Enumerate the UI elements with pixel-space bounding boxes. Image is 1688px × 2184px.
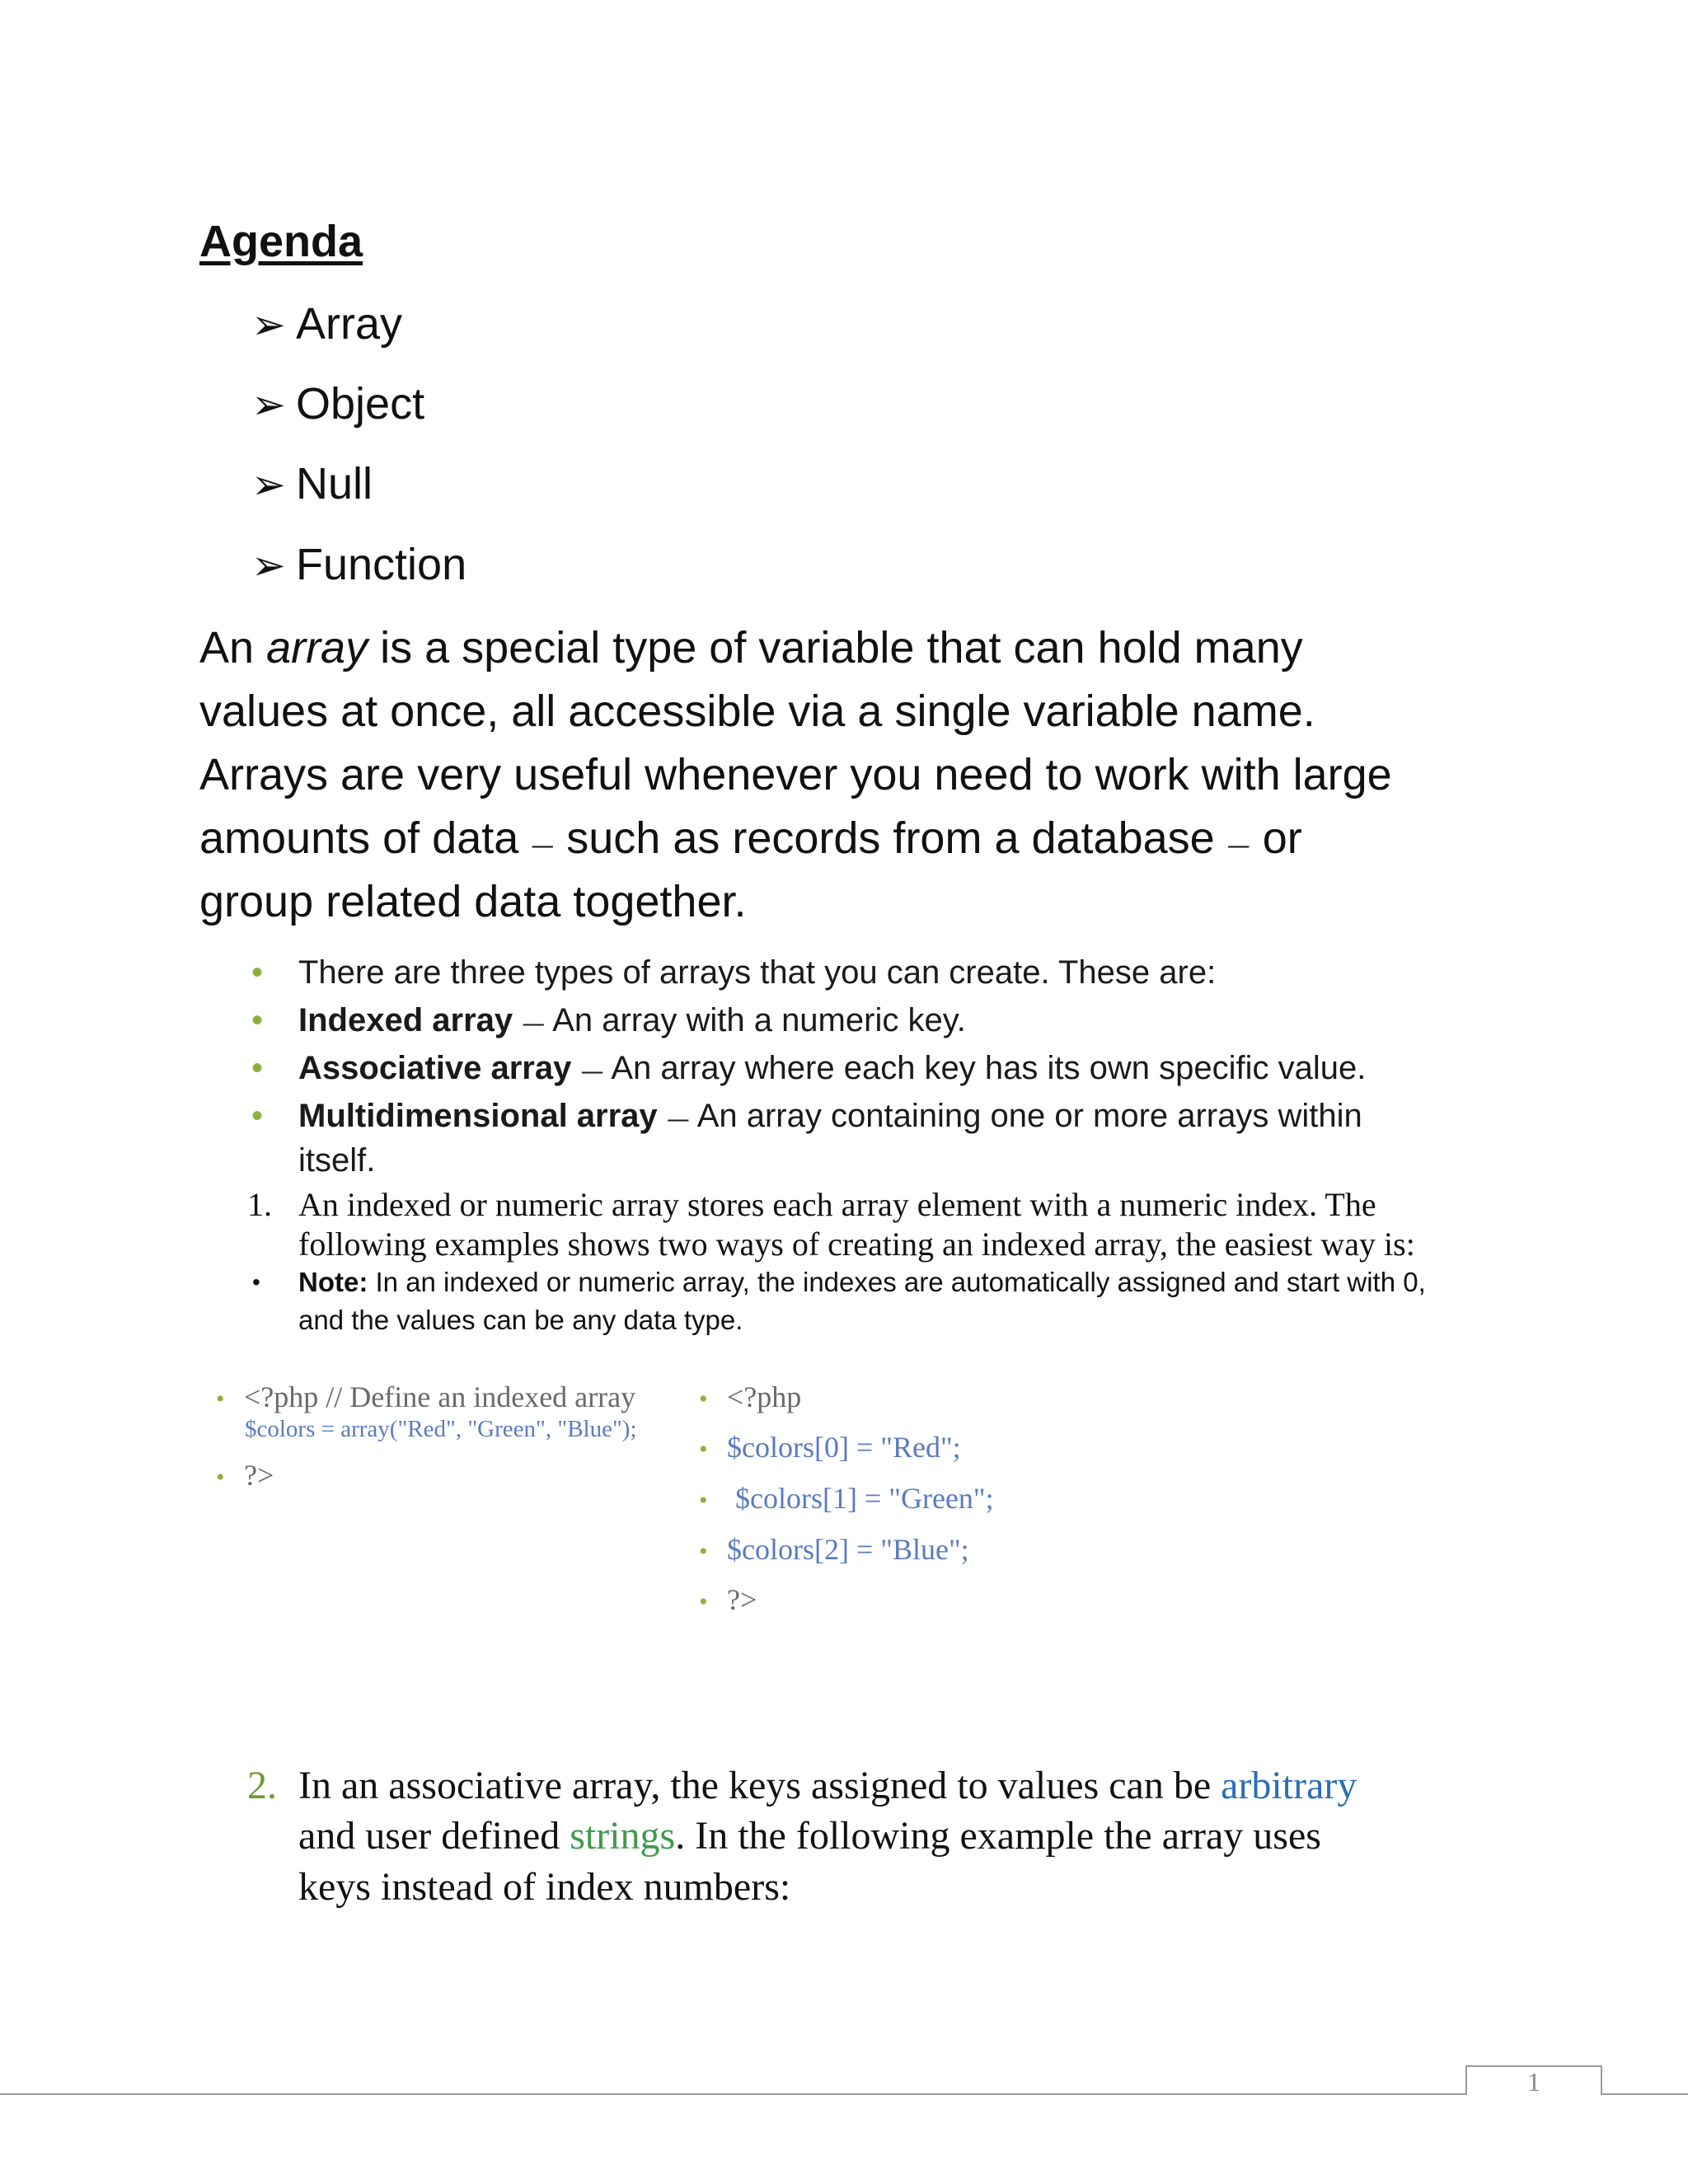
code-line: • $colors[2] = "Blue";: [699, 1530, 969, 1569]
code-line: • ?>: [216, 1455, 274, 1495]
agenda-item-null: ➢ Null: [251, 455, 373, 513]
footer-rule: [0, 2093, 1688, 2095]
arrow-bullet-icon: ➢: [251, 541, 286, 589]
list-item: • Associative array — An array where each key has its own specific value.: [298, 1047, 1366, 1090]
code-line: • $colors[0] = "Red";: [699, 1427, 961, 1467]
code-line: $colors = array("Red", "Green", "Blue");: [245, 1416, 637, 1442]
list-item-continuation: itself.: [298, 1142, 376, 1179]
bullet-dot-icon: •: [216, 1385, 225, 1413]
intro-paragraph-line: values at once, all accessible via a single variable name.: [199, 687, 1315, 736]
note-line: and the values can be any data type.: [298, 1305, 743, 1335]
bullet-dot-icon: •: [699, 1385, 708, 1413]
bullet-dot-icon: •: [252, 1269, 260, 1295]
intro-paragraph-line: amounts of data — such as records from a database — or: [199, 813, 1302, 863]
intro-paragraph-line: An array is a special type of variable that can hold many: [199, 623, 1303, 673]
list-item: • There are three types of arrays that you can create. These are:: [298, 951, 1216, 994]
bullet-dot-icon: •: [699, 1588, 708, 1615]
code-line: • ?>: [699, 1580, 757, 1619]
page-number: 1: [1527, 2067, 1540, 2097]
bullet-dot-icon: •: [216, 1464, 225, 1491]
bullet-dot-icon: •: [699, 1487, 708, 1514]
agenda-item-array: ➢ Array: [251, 295, 402, 353]
arrow-bullet-icon: ➢: [251, 381, 286, 429]
numbered-paragraph-line: 1. An indexed or numeric array stores each array element with a numeric index. The: [247, 1186, 1376, 1223]
numbered-paragraph-line: following examples shows two ways of creating an indexed array, the easiest way is:: [298, 1226, 1415, 1263]
agenda-title: Agenda: [199, 217, 363, 266]
code-line: • $colors[1] = "Green";: [699, 1479, 994, 1518]
code-line: • <?php: [699, 1377, 801, 1417]
numbered-paragraph-line: and user defined strings. In the following example the array uses: [298, 1814, 1321, 1858]
bullet-dot-icon: •: [251, 1098, 264, 1134]
note-line: • Note: In an indexed or numeric array, the indexes are automatically assigned and start with 0,: [298, 1263, 1426, 1301]
agenda-item-object: ➢ Object: [251, 375, 424, 433]
bullet-dot-icon: •: [699, 1538, 708, 1565]
numbered-paragraph-line: keys instead of index numbers:: [298, 1865, 791, 1909]
bullet-dot-icon: •: [251, 1002, 264, 1038]
bullet-dot-icon: •: [251, 1050, 264, 1086]
arrow-bullet-icon: ➢: [251, 461, 286, 509]
numbered-paragraph-line: 2. In an associative array, the keys assigned to values can be arbitrary: [247, 1764, 1357, 1807]
code-line: • <?php // Define an indexed array: [216, 1377, 635, 1417]
bullet-dot-icon: •: [699, 1436, 708, 1463]
intro-paragraph-line: Arrays are very useful whenever you need to work with large: [199, 750, 1392, 799]
bullet-dot-icon: •: [251, 954, 264, 991]
arrow-bullet-icon: ➢: [251, 301, 286, 349]
intro-paragraph-line: group related data together.: [199, 877, 747, 926]
list-item: • Multidimensional array — An array containing one or more arrays within: [298, 1094, 1362, 1137]
list-item: • Indexed array — An array with a numeric key.: [298, 999, 966, 1042]
agenda-item-function: ➢ Function: [251, 536, 467, 593]
